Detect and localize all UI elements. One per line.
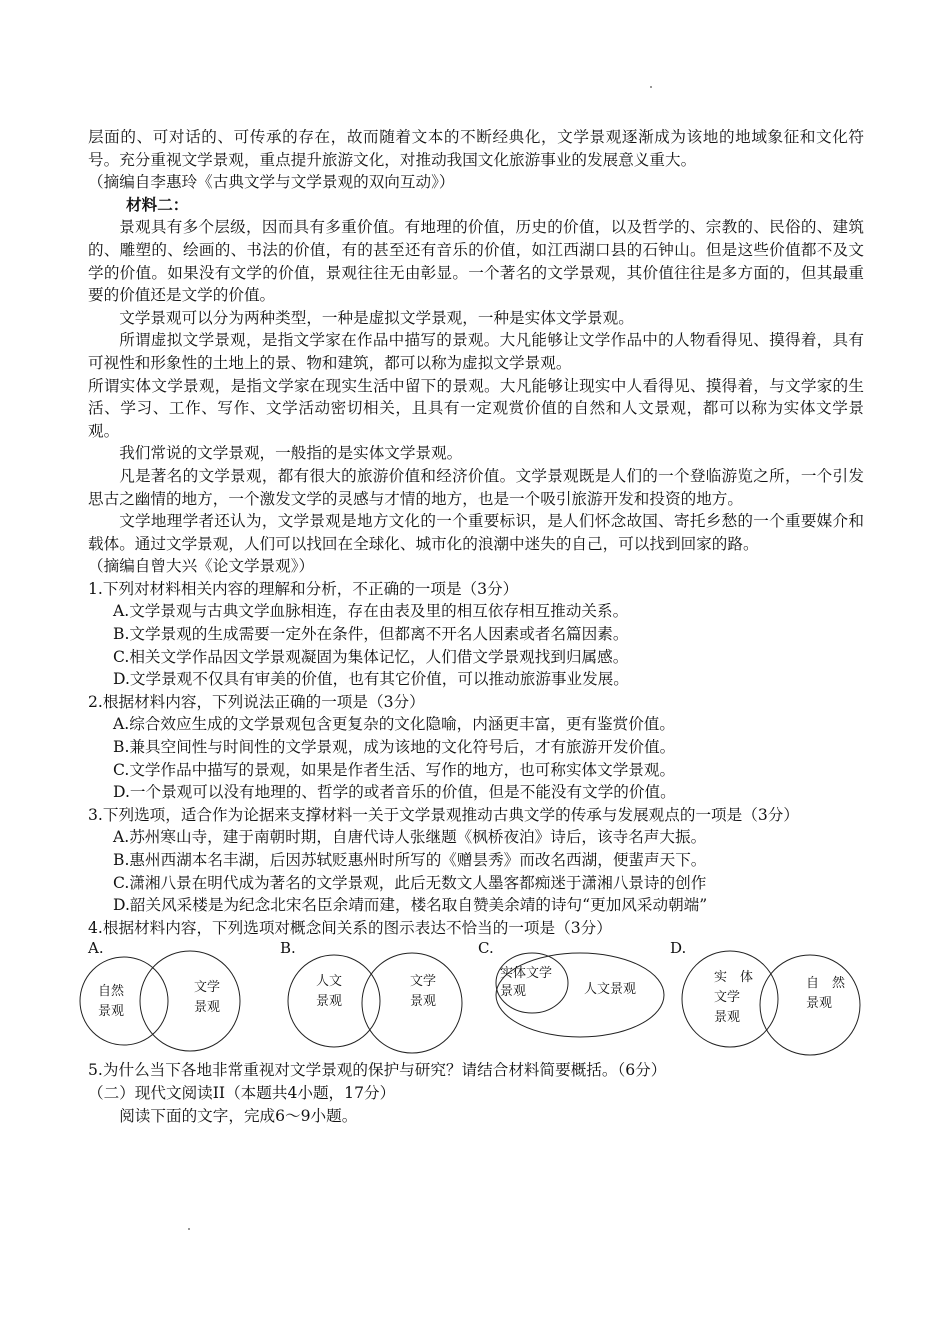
diagram-d-left-label: 文学 xyxy=(714,990,741,1006)
option-a: A.综合效应生成的文学景观包含更复杂的文化隐喻，内涵更丰富，更有鉴赏价值。 xyxy=(113,715,675,734)
material-two-paragraph: 我们常说的文学景观，一般指的是实体文学景观。 xyxy=(119,444,463,463)
diagram-c-inner-label: 实体文学 xyxy=(500,966,553,982)
option-c: C.文学作品中描写的景观，如果是作者生活、写作的地方，也可称实体文学景观。 xyxy=(113,760,676,779)
option-a: A.文学景观与古典文学血脉相连，存在由表及里的相互依存相互推动关系。 xyxy=(113,602,629,621)
option-c: C.潇湘八景在明代成为著名的文学景观，此后无数文人墨客都痴迷于潇湘八景诗的创作 xyxy=(113,873,707,892)
material-two-paragraph: 所谓虚拟文学景观，是指文学家在作品中描写的景观。大凡能够让文学作品中的人物看得见、摸得着，具有可视性和形象性的土地上的景、物和建筑，都可以称为虚拟文学景观。 xyxy=(88,331,864,372)
diagram-d xyxy=(680,953,870,1057)
scan-dot-top xyxy=(650,86,652,88)
question-1 xyxy=(88,578,864,691)
source-one: （摘编自李惠玲《古典文学与文学景观的双向互动》） xyxy=(88,173,455,192)
diagram-a-letter: A. xyxy=(88,939,104,958)
option-d: D.一个景观可以没有地理的、哲学的或者音乐的价值，但是不能没有文学的价值。 xyxy=(113,783,676,802)
option-b: B.惠州西湖本名丰湖，后因苏轼贬惠州时所写的《赠昙秀》而改名西湖，便蜚声天下。 xyxy=(113,851,707,869)
question-stem: 4.根据材料内容，下列选项对概念间关系的图示表达不恰当的一项是（3分） xyxy=(88,918,612,937)
option-b: B.兼具空间性与时间性的文学景观，成为该地的文化符号后，才有旅游开发价值。 xyxy=(113,738,676,757)
diagram-d-left-label: 景观 xyxy=(714,1010,741,1026)
source-two: （摘编自曾大兴《论文学景观》） xyxy=(88,557,315,576)
diagram-c-outer-label: 人文景观 xyxy=(584,982,637,998)
option-c: C.相关文学作品因文学景观凝固为集体记忆，人们借文学景观找到归属感。 xyxy=(113,647,629,666)
diagram-c xyxy=(494,953,674,1053)
diagram-a-right-circle xyxy=(140,951,240,1051)
diagram-b-right-label: 文学 xyxy=(410,974,437,990)
instruction: 阅读下面的文字，完成6～9小题。 xyxy=(119,1106,358,1125)
material-one-tail: 层面的、可对话的、可传承的存在，故而随着文本的不断经典化，文学景观逐渐成为该地的地域象征和文化符号。充分重视文学景观，重点提升旅游文化，对推动我国文化旅游事业的发展意义重大。 xyxy=(88,128,864,169)
diagram-d-left-label: 实 体 xyxy=(714,970,754,986)
option-d: D.文学景观不仅具有审美的价值，也有其它价值，可以推动旅游事业发展。 xyxy=(113,670,629,689)
option-b: B.文学景观的生成需要一定外在条件，但都离不开名人因素或者名篇因素。 xyxy=(113,625,629,644)
diagram-c-letter: C. xyxy=(478,939,494,958)
venn-diagram-options xyxy=(88,939,864,1059)
diagram-a-left-label: 景观 xyxy=(98,1004,125,1020)
diagram-a-left-circle xyxy=(80,957,168,1045)
question-stem: 2.根据材料内容，下列说法正确的一项是（3分） xyxy=(88,692,425,711)
question-5: 5.为什么当下各地非常重视对文学景观的保护与研究？请结合材料简要概括。（6分） xyxy=(88,1061,667,1080)
material-two-paragraph: 景观具有多个层级，因而具有多重价值。有地理的价值，历史的价值，以及哲学的、宗教的、民俗的、建筑的、雕塑的、绘画的、书法的价值，有的甚至还有音乐的价值，如江西湖口县的石钟山。但是这些价值都不及文学的价值。如果没有文学的价值，景观往往无由彰显。一个著名的文学景观，其价值往往是多方面的，但其最重要的价值还是文学的价值。 xyxy=(88,218,864,305)
option-d: D.韶关风采楼是为纪念北宋名臣余靖而建，楼名取自赞美余靖的诗句“更加风采动朝端” xyxy=(113,896,708,915)
scan-dot-bottom xyxy=(188,1228,190,1230)
material-two-paragraph: 文学地理学者还认为，文学景观是地方文化的一个重要标识，是人们怀念故国、寄托乡愁的一个重要媒介和载体。通过文学景观，人们可以找回在全球化、城市化的浪潮中迷失的自己，可以找到回家的路。 xyxy=(88,512,864,553)
diagram-d-right-label: 自 然 xyxy=(806,976,846,992)
diagram-a xyxy=(72,953,252,1053)
question-4 xyxy=(88,917,864,1060)
question-3 xyxy=(88,804,864,917)
diagram-a-right-label: 文学 xyxy=(194,980,221,996)
option-a: A.苏州寒山寺，建于南朝时期，自唐代诗人张继题《枫桥夜泊》诗后，该寺名声大振。 xyxy=(113,828,707,847)
exam-page xyxy=(88,126,864,1127)
section-header: （二）现代文阅读II（本题共4小题，17分） xyxy=(88,1083,396,1102)
diagram-c-inner-label: 景观 xyxy=(500,984,527,1000)
diagram-c-inner-ellipse xyxy=(496,953,568,1013)
material-two-paragraph: 所谓实体文学景观，是指文学家在现实生活中留下的景观。大凡能够让现实中人看得见、摸得着，与文学家的生活、学习、工作、写作、文学活动密切相关，且具有一定观赏价值的自然和人文景观，都可以称为实体文学景观。 xyxy=(88,376,864,440)
diagram-d-letter: D. xyxy=(670,939,687,958)
material-two-paragraph: 凡是著名的文学景观，都有很大的旅游价值和经济价值。文学景观既是人们的一个登临游览之所，一个引发思古之幽情的地方，一个激发文学的灵感与才情的地方，也是一个吸引旅游开发和投资的地方。 xyxy=(88,466,864,508)
diagram-a-right-label: 景观 xyxy=(194,1000,221,1016)
diagram-a-left-label: 自然 xyxy=(98,984,125,1000)
question-stem: 3.下列选项，适合作为论据来支撑材料一关于文学景观推动古典文学的传承与发展观点的一项是（3分） xyxy=(88,805,799,824)
diagram-b-right-label: 景观 xyxy=(410,994,437,1010)
diagram-d-right-label: 景观 xyxy=(806,996,833,1012)
diagram-b-letter: B. xyxy=(280,939,296,958)
diagram-b-left-label: 景观 xyxy=(316,994,343,1010)
diagram-b xyxy=(286,953,486,1053)
question-stem: 1.下列对材料相关内容的理解和分析，不正确的一项是（3分） xyxy=(88,579,519,598)
material-two-label: 材料二： xyxy=(126,194,189,214)
diagram-b-left-label: 人文 xyxy=(316,974,343,990)
question-2 xyxy=(88,691,864,804)
material-two-paragraph: 文学景观可以分为两种类型，一种是虚拟文学景观，一种是实体文学景观。 xyxy=(119,308,634,327)
